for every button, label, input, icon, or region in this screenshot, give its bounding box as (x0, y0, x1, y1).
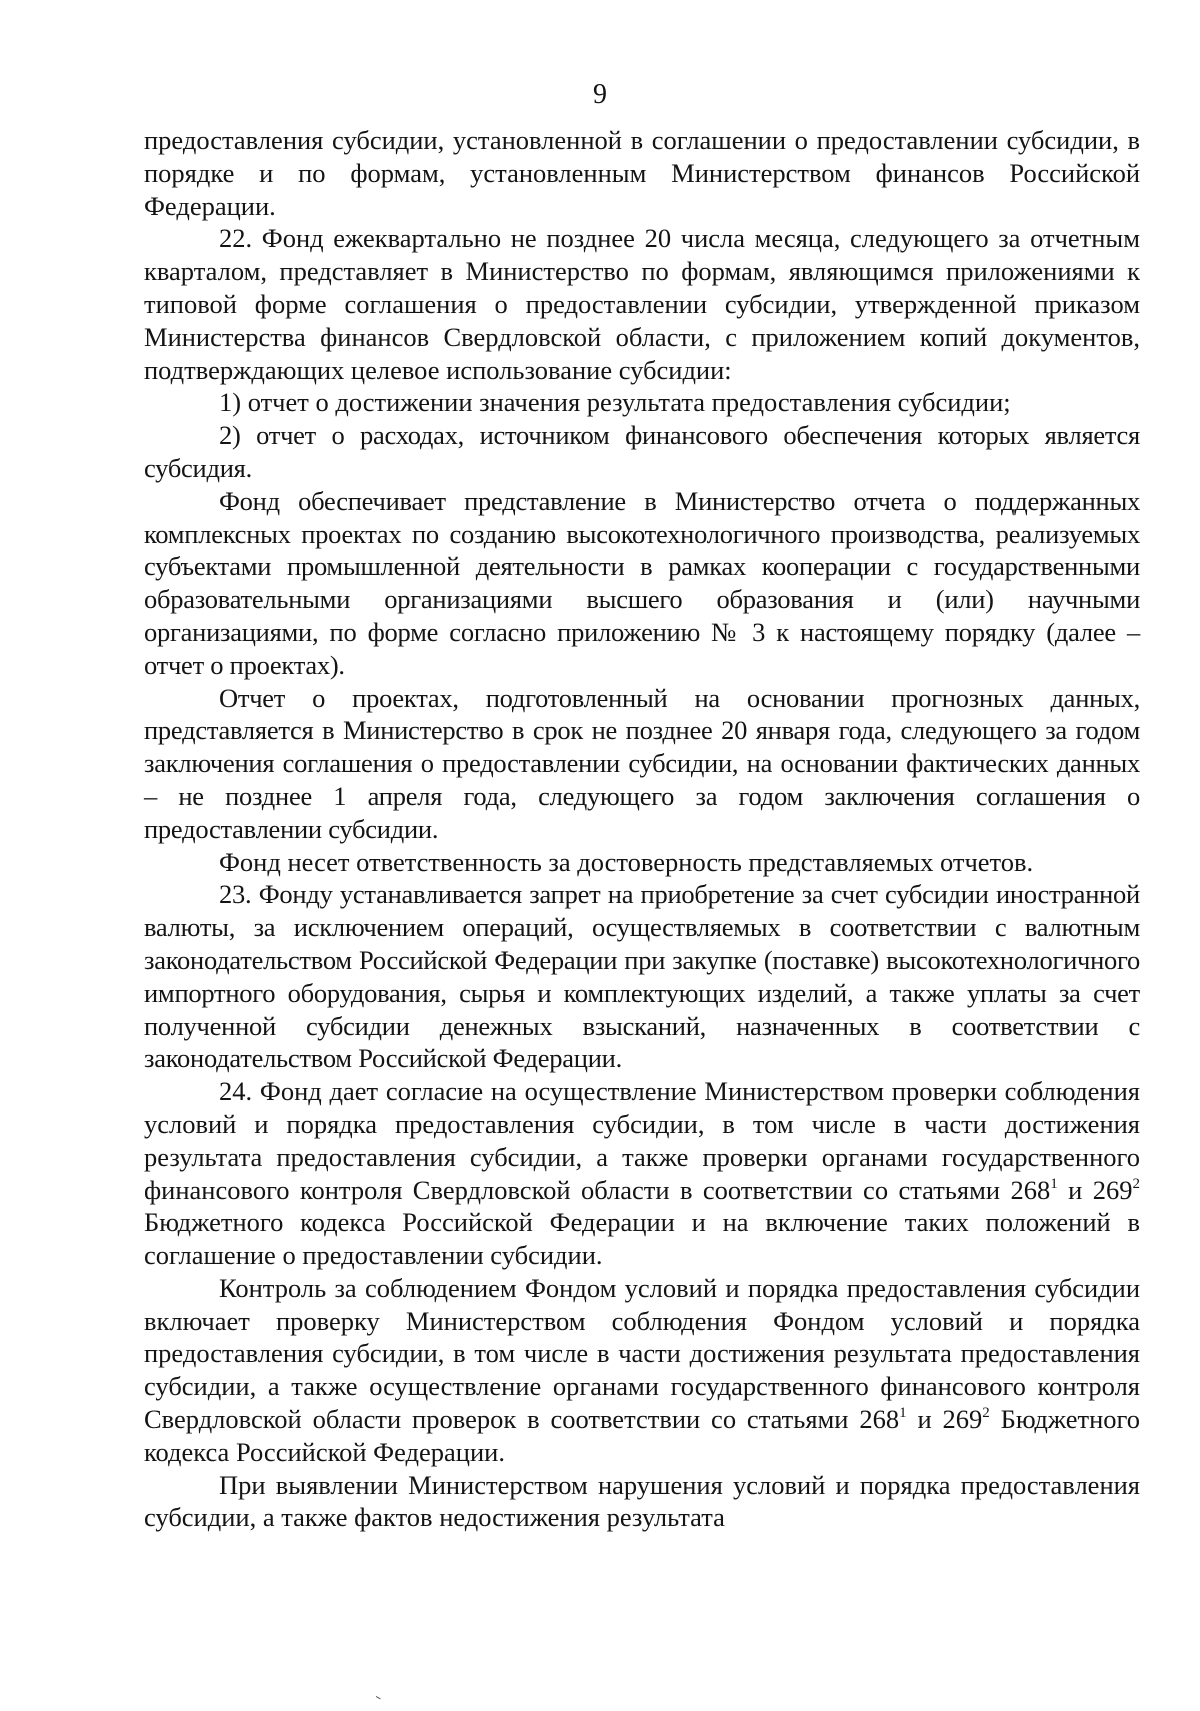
page-number: 9 (593, 79, 607, 110)
paragraph-text: 1) отчет о достижении значения результата предоставления субсидии; (219, 387, 1011, 418)
paragraph-text: 24. Фонд дает согласие на осуществление Министерством проверки соблюдения условий и порядка предоставления субсидии, в том числе в части достижения результата предоставления субсидии, а также проверки органами государственного финансового контроля Свердловской области в соответствии со статьями 268 (144, 1076, 1140, 1205)
list-item-1 (144, 386, 1140, 419)
paragraph-violations (144, 1469, 1140, 1535)
paragraph-control (144, 1272, 1140, 1469)
paragraph-item-22 (144, 222, 1140, 386)
paragraph-text: Отчет о проектах, подготовленный на основании прогнозных данных, представляется в Министерство в срок не позднее 20 января года, следующего за годом заключения соглашения о предоставлении субсидии, на основании фактических данных – не позднее 1 апреля года, следующего за годом заключения соглашения о предоставлении субсидии. (144, 682, 1140, 844)
paragraph-text: 23. Фонду устанавливается запрет на приобретение за счет субсидии иностранной валюты, за исключением операций, осуществляемых в соответствии с валютным законодательством Российской Федерации при закупке (поставке) высокотехнологичного импортного оборудования, сырья и комплектующих изделий, а также уплаты за счет полученной субсидии денежных взысканий, назначенных в соответствии с законодательством Российской Федерации. (144, 879, 1140, 1074)
list-item-2 (144, 419, 1140, 485)
paragraph-projects-report (144, 485, 1140, 682)
scan-artifact (374, 1696, 380, 1702)
paragraph-text: Фонд обеспечивает представление в Министерство отчета о поддержанных комплексных проектах по созданию высокотехнологичного производства, реализуемых субъектами промышленной деятельности в рамках кооперации с государственными образовательными организациями высшего образования и (или) научными организациями, по форме согласно приложению № 3 к настоящему порядку (далее – отчет о проектах). (144, 485, 1140, 680)
superscript: 1 (1050, 1175, 1058, 1192)
paragraph-responsibility (144, 846, 1140, 879)
paragraph-text: Контроль за соблюдением Фондом условий и порядка предоставления субсидии включает проверку Министерством соблюдения Фондом условий и порядка предоставления субсидии, в том числе в части достижения результата предоставления субсидии, а также осуществление органами государственного финансового контроля Свердловской области проверок в соответствии со статьями 268 (144, 1272, 1140, 1435)
superscript: 2 (1132, 1175, 1140, 1192)
paragraph-text: Бюджетного кодекса Российской Федерации. (144, 1404, 1140, 1467)
paragraph-report-deadline (144, 682, 1140, 846)
paragraph-item-23 (144, 878, 1140, 1075)
paragraph-text: Бюджетного кодекса Российской Федерации и на включение таких положений в соглашение о предоставлении субсидии. (144, 1207, 1140, 1271)
document-body (144, 124, 1140, 1534)
paragraph-continuation (144, 124, 1140, 222)
superscript: 2 (982, 1405, 990, 1422)
paragraph-text: 22. Фонд ежеквартально не позднее 20 числа месяца, следующего за отчетным кварталом, представляет в Министерство по формам, являющимся приложениями к типовой форме соглашения о предоставлении субсидии, утвержденной приказом Министерства финансов Свердловской области, с приложением копий документов, подтверждающих целевое использование субсидии: (144, 223, 1140, 385)
paragraph-text: предоставления субсидии, установленной в соглашении о предоставлении субсидии, в порядке и по формам, установленным Министерством финансов Российской Федерации. (144, 125, 1140, 221)
paragraph-text: 2) отчет о расходах, источником финансового обеспечения которых является субсидия. (144, 420, 1140, 483)
paragraph-text: При выявлении Министерством нарушения условий и порядка предоставления субсидии, а также фактов недостижения результата (144, 1469, 1140, 1533)
paragraph-text: Фонд несет ответственность за достоверность представляемых отчетов. (219, 846, 1034, 877)
superscript: 1 (899, 1405, 907, 1422)
paragraph-text: и 269 (906, 1404, 983, 1435)
paragraph-text: и 269 (1057, 1174, 1133, 1205)
paragraph-item-24 (144, 1075, 1140, 1272)
